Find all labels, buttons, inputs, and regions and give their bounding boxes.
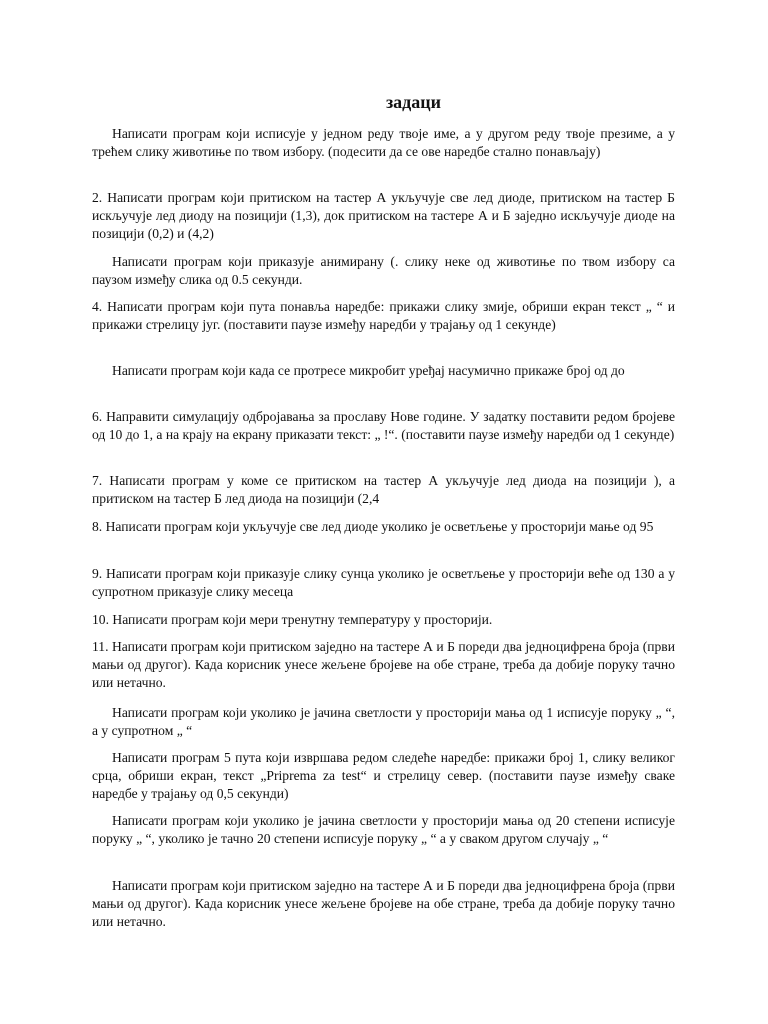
task-1: Написати програм који исписује у једном реду твоје име, а у другом реду твоје презиме, а у трећем слику животиње по твом избору. (подесити да се ове наредбе стално понављају) — [92, 126, 675, 159]
task-9: 9. Написати програм који приказује слику сунца уколико је осветљење у просторији веће од 130 а у супротном приказује слику месеца — [92, 566, 675, 599]
task-4: 4. Написати програм који пута понавља наредбе: прикажи слику змије, обриши екран текст „ “ и прикажи стрелицу југ. (поставити паузе између наредби у трајању од 1 секунде) — [92, 299, 675, 332]
task-10: 10. Написати програм који мери тренутну температуру у просторији. — [92, 612, 493, 627]
task-13: Написати програм 5 пута који извршава редом следеће наредбе: прикажи број 1, слику великог срца, обриши екран, текст „Priprema za test“ и стрелицу север. (поставити паузе између сваке наредбе у трајању од 0,5 секунди) — [92, 750, 675, 801]
task-11: 11. Написати програм који притиском заједно на тастере А и Б пореди два једноцифрена броја (први мањи од другог). Када корисник унесе жељене бројеве на обе стране, треба да добије поруку тачно или нетачно. — [92, 639, 675, 690]
task-6: 6. Направити симулацију одбројавања за прославу Нове године. У задатку поставити редом бројеве од 10 до 1, а на крају на екрану приказати текст: „ !“. (поставити паузе између наредби од 1 секунде) — [92, 409, 675, 442]
task-5: Написати програм који када се протресе микробит уређај насумично прикаже број од до — [112, 363, 625, 378]
task-3: Написати програм који приказује анимирану (. слику неке од животиње по твом избору са паузом између слика од 0.5 секунди. — [92, 254, 675, 287]
task-7: 7. Написати програм у коме се притиском на тастер А укључује лед диода на позицији ), а притиском на тастер Б лед диода на позицији (2,4 — [92, 473, 675, 506]
task-15: Написати програм који притиском заједно на тастере А и Б пореди два једноцифрена броја (први мањи од другог). Када корисник унесе жељене бројеве на обе стране, треба да добије поруку тачно или нетачно. — [92, 878, 675, 929]
task-12: Написати програм који уколико је јачина светлости у просторији мања од 1 исписује поруку „ “, а у супротном „ “ — [92, 705, 675, 738]
task-2: 2. Написати програм који притиском на тастер А укључује све лед диоде, притиском на тастер Б искључује лед диоду на позицији (1,3), док притиском на тастере А и Б заједно искључује диоде на позицији (0,2) и (4,2) — [92, 190, 675, 241]
task-14: Написати програм који уколико је јачина светлости у просторији мања од 20 степени исписује поруку „ “, уколико је тачно 20 степени исписује поруку „ “ а у сваком другом случају „ “ — [92, 813, 675, 846]
task-8: 8. Написати програм који укључује све лед диоде уколико је осветљење у просторији мање од 95 — [92, 519, 654, 534]
page-title: задаци — [385, 92, 442, 112]
